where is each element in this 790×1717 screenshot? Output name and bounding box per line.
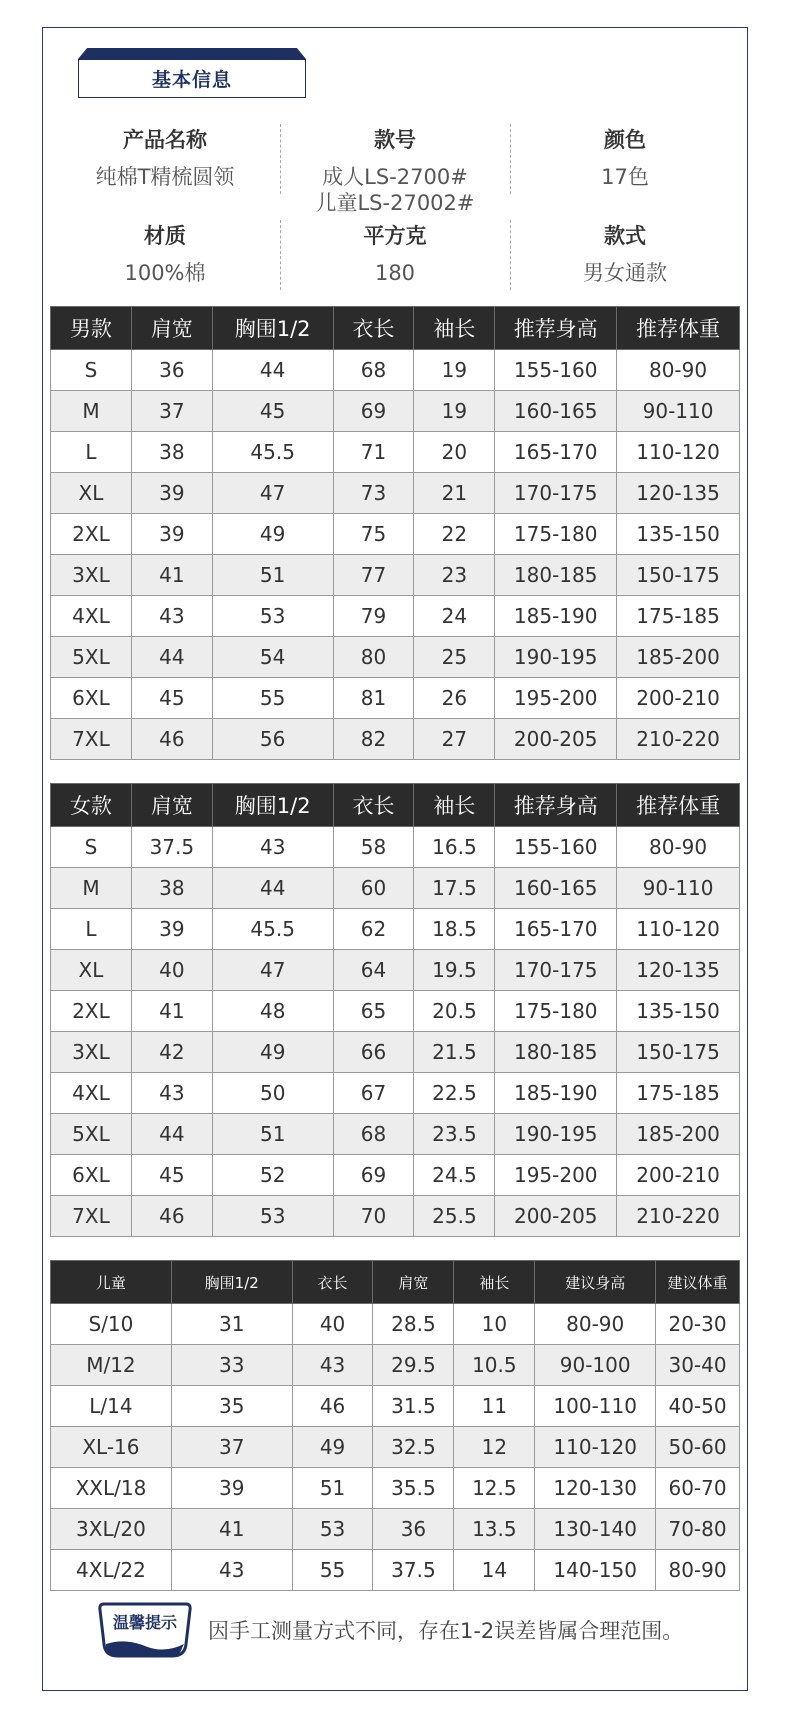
tip-area xyxy=(96,1600,683,1660)
table-cell: 100-110 xyxy=(535,1386,656,1427)
kids-size-table xyxy=(50,1260,740,1591)
table-cell: 110-120 xyxy=(617,432,740,473)
table-cell: 80-90 xyxy=(617,827,740,868)
table-cell: 200-205 xyxy=(495,1196,617,1237)
table-cell: 42 xyxy=(131,1032,212,1073)
column-header: 胸围1/2 xyxy=(212,784,333,827)
table-cell: XL xyxy=(51,473,132,514)
table-cell: 155-160 xyxy=(495,827,617,868)
table-cell: M xyxy=(51,868,132,909)
table-cell: 7XL xyxy=(51,1196,132,1237)
table-row xyxy=(51,1386,740,1427)
table-cell: 12 xyxy=(454,1427,535,1468)
table-cell: 5XL xyxy=(51,637,132,678)
table-row xyxy=(51,1345,740,1386)
info-row xyxy=(50,120,740,216)
info-row xyxy=(50,216,740,306)
table-cell: 36 xyxy=(373,1509,454,1550)
table-row xyxy=(51,637,740,678)
table-cell: 4XL/22 xyxy=(51,1550,172,1591)
table-cell: 80-90 xyxy=(535,1304,656,1345)
table-cell: S/10 xyxy=(51,1304,172,1345)
table-cell: 39 xyxy=(131,909,212,950)
table-cell: 37.5 xyxy=(373,1550,454,1591)
table-cell: 175-185 xyxy=(617,596,740,637)
table-cell: 36 xyxy=(131,350,212,391)
table-row xyxy=(51,1509,740,1550)
table-cell: 14 xyxy=(454,1550,535,1591)
table-row xyxy=(51,1073,740,1114)
table-cell: 3XL xyxy=(51,1032,132,1073)
table-cell: 45 xyxy=(212,391,333,432)
table-cell: L xyxy=(51,432,132,473)
table-cell: 45.5 xyxy=(212,909,333,950)
table-cell: 75 xyxy=(333,514,414,555)
table-row xyxy=(51,432,740,473)
table-cell: 130-140 xyxy=(535,1509,656,1550)
table-cell: 43 xyxy=(131,1073,212,1114)
table-cell: 51 xyxy=(212,1114,333,1155)
table-cell: 39 xyxy=(171,1468,292,1509)
table-cell: 18.5 xyxy=(414,909,495,950)
section-header xyxy=(78,48,306,98)
table-cell: 175-185 xyxy=(617,1073,740,1114)
table-cell: 3XL xyxy=(51,555,132,596)
table-cell: 90-100 xyxy=(535,1345,656,1386)
table-cell: 110-120 xyxy=(535,1427,656,1468)
table-cell: 23.5 xyxy=(414,1114,495,1155)
column-header: 推荐身高 xyxy=(495,307,617,350)
table-cell: 47 xyxy=(212,950,333,991)
info-label: 款号 xyxy=(374,128,416,152)
table-cell: 19 xyxy=(414,350,495,391)
tip-text: 因手工测量方式不同，存在1-2误差皆属合理范围。 xyxy=(208,1619,684,1643)
table-cell: 10.5 xyxy=(454,1345,535,1386)
table-cell: 80-90 xyxy=(617,350,740,391)
column-header: 推荐身高 xyxy=(495,784,617,827)
table-cell: 20-30 xyxy=(656,1304,740,1345)
header-tab-cap xyxy=(78,48,306,59)
table-cell: 53 xyxy=(292,1509,373,1550)
tip-badge xyxy=(96,1600,194,1660)
table-cell: 43 xyxy=(212,827,333,868)
table-cell: 19 xyxy=(414,391,495,432)
table-cell: 80 xyxy=(333,637,414,678)
table-cell: XXL/18 xyxy=(51,1468,172,1509)
table-cell: 82 xyxy=(333,719,414,760)
table-cell: S xyxy=(51,827,132,868)
table-cell: 48 xyxy=(212,991,333,1032)
table-cell: 25.5 xyxy=(414,1196,495,1237)
table-cell: 3XL/20 xyxy=(51,1509,172,1550)
table-cell: 37.5 xyxy=(131,827,212,868)
table-cell: 120-135 xyxy=(617,473,740,514)
table-cell: 180-185 xyxy=(495,1032,617,1073)
table-cell: 40 xyxy=(131,950,212,991)
table-cell: 110-120 xyxy=(617,909,740,950)
table-cell: 79 xyxy=(333,596,414,637)
table-row xyxy=(51,1468,740,1509)
table-cell: 195-200 xyxy=(495,678,617,719)
info-value: 纯棉T精梳圆领 xyxy=(95,165,235,189)
table-cell: 25 xyxy=(414,637,495,678)
table-row xyxy=(51,868,740,909)
table-cell: 50-60 xyxy=(656,1427,740,1468)
table-cell: 69 xyxy=(333,391,414,432)
table-row xyxy=(51,391,740,432)
tip-badge-label: 温馨提示 xyxy=(112,1613,177,1632)
table-row xyxy=(51,555,740,596)
column-header: 衣长 xyxy=(333,307,414,350)
table-cell: 51 xyxy=(292,1468,373,1509)
table-row xyxy=(51,719,740,760)
table-cell: M xyxy=(51,391,132,432)
column-header: 胸围1/2 xyxy=(171,1261,292,1304)
column-header: 肩宽 xyxy=(131,784,212,827)
column-header: 肩宽 xyxy=(131,307,212,350)
table-cell: 150-175 xyxy=(617,555,740,596)
table-cell: 40-50 xyxy=(656,1386,740,1427)
column-header: 胸围1/2 xyxy=(212,307,333,350)
table-cell: 44 xyxy=(212,868,333,909)
table-row xyxy=(51,1114,740,1155)
table-cell: 39 xyxy=(131,514,212,555)
info-label: 材质 xyxy=(144,224,186,248)
table-cell: 120-130 xyxy=(535,1468,656,1509)
table-cell: 52 xyxy=(212,1155,333,1196)
table-cell: 32.5 xyxy=(373,1427,454,1468)
table-cell: 49 xyxy=(212,1032,333,1073)
table-row xyxy=(51,991,740,1032)
table-cell: 53 xyxy=(212,596,333,637)
table-cell: 2XL xyxy=(51,514,132,555)
table-cell: 68 xyxy=(333,1114,414,1155)
table-cell: 50 xyxy=(212,1073,333,1114)
table-cell: 40 xyxy=(292,1304,373,1345)
table-cell: 44 xyxy=(131,1114,212,1155)
table-cell: 43 xyxy=(292,1345,373,1386)
column-header: 衣长 xyxy=(333,784,414,827)
table-row xyxy=(51,473,740,514)
table-cell: XL xyxy=(51,950,132,991)
table-cell: 6XL xyxy=(51,678,132,719)
column-header: 推荐体重 xyxy=(617,307,740,350)
table-cell: 185-200 xyxy=(617,1114,740,1155)
table-cell: 175-180 xyxy=(495,514,617,555)
table-cell: 41 xyxy=(131,991,212,1032)
table-cell: 33 xyxy=(171,1345,292,1386)
table-cell: 210-220 xyxy=(617,1196,740,1237)
table-cell: 160-165 xyxy=(495,391,617,432)
table-cell: 11 xyxy=(454,1386,535,1427)
table-cell: 35 xyxy=(171,1386,292,1427)
column-header: 袖长 xyxy=(414,307,495,350)
table-cell: 90-110 xyxy=(617,391,740,432)
table-cell: 73 xyxy=(333,473,414,514)
table-row xyxy=(51,1304,740,1345)
table-cell: XL-16 xyxy=(51,1427,172,1468)
table-cell: 165-170 xyxy=(495,909,617,950)
table-cell: 170-175 xyxy=(495,473,617,514)
table-cell: 41 xyxy=(171,1509,292,1550)
table-cell: 135-150 xyxy=(617,514,740,555)
table-cell: S xyxy=(51,350,132,391)
table-cell: 140-150 xyxy=(535,1550,656,1591)
info-cell xyxy=(50,120,280,216)
table-cell: 45.5 xyxy=(212,432,333,473)
table-cell: 28.5 xyxy=(373,1304,454,1345)
table-cell: 22 xyxy=(414,514,495,555)
table-cell: 7XL xyxy=(51,719,132,760)
table-cell: 45 xyxy=(131,1155,212,1196)
table-cell: 60-70 xyxy=(656,1468,740,1509)
table-cell: 43 xyxy=(131,596,212,637)
table-cell: 65 xyxy=(333,991,414,1032)
table-cell: 16.5 xyxy=(414,827,495,868)
column-header: 袖长 xyxy=(454,1261,535,1304)
table-cell: 38 xyxy=(131,868,212,909)
table-cell: 53 xyxy=(212,1196,333,1237)
table-cell: 4XL xyxy=(51,1073,132,1114)
info-value: 17色 xyxy=(601,165,649,189)
table-cell: 13.5 xyxy=(454,1509,535,1550)
table-cell: 17.5 xyxy=(414,868,495,909)
table-cell: 46 xyxy=(131,1196,212,1237)
table-cell: 60 xyxy=(333,868,414,909)
table-cell: 180-185 xyxy=(495,555,617,596)
table-cell: 23 xyxy=(414,555,495,596)
table-cell: 45 xyxy=(131,678,212,719)
table-cell: M/12 xyxy=(51,1345,172,1386)
table-cell: 31 xyxy=(171,1304,292,1345)
table-cell: 20.5 xyxy=(414,991,495,1032)
table-cell: 200-210 xyxy=(617,1155,740,1196)
info-label: 颜色 xyxy=(604,128,646,152)
table-cell: 165-170 xyxy=(495,432,617,473)
column-header: 肩宽 xyxy=(373,1261,454,1304)
table-cell: 71 xyxy=(333,432,414,473)
info-value: 180 xyxy=(374,261,416,285)
table-cell: 31.5 xyxy=(373,1386,454,1427)
table-cell: 175-180 xyxy=(495,991,617,1032)
table-cell: 80-90 xyxy=(656,1550,740,1591)
table-cell: L/14 xyxy=(51,1386,172,1427)
table-row xyxy=(51,909,740,950)
table-cell: 27 xyxy=(414,719,495,760)
table-cell: 55 xyxy=(212,678,333,719)
column-header: 推荐体重 xyxy=(617,784,740,827)
column-header: 袖长 xyxy=(414,784,495,827)
product-info xyxy=(50,120,740,306)
table-cell: 200-210 xyxy=(617,678,740,719)
table-cell: 49 xyxy=(212,514,333,555)
table-row xyxy=(51,596,740,637)
table-cell: 190-195 xyxy=(495,1114,617,1155)
table-cell: 49 xyxy=(292,1427,373,1468)
table-cell: 24 xyxy=(414,596,495,637)
table-cell: 70-80 xyxy=(656,1509,740,1550)
table-cell: 6XL xyxy=(51,1155,132,1196)
info-value: 男女通款 xyxy=(583,261,667,285)
table-cell: 30-40 xyxy=(656,1345,740,1386)
info-cell xyxy=(280,120,510,216)
table-cell: 5XL xyxy=(51,1114,132,1155)
table-cell: 26 xyxy=(414,678,495,719)
table-cell: 70 xyxy=(333,1196,414,1237)
table-cell: 66 xyxy=(333,1032,414,1073)
table-cell: 41 xyxy=(131,555,212,596)
table-cell: 46 xyxy=(292,1386,373,1427)
table-cell: 64 xyxy=(333,950,414,991)
table-cell: 29.5 xyxy=(373,1345,454,1386)
column-header: 女款 xyxy=(51,784,132,827)
table-row xyxy=(51,950,740,991)
info-label: 款式 xyxy=(604,224,646,248)
info-value: 100%棉 xyxy=(124,261,206,285)
table-cell: 135-150 xyxy=(617,991,740,1032)
info-label: 平方克 xyxy=(363,224,427,248)
table-row xyxy=(51,1032,740,1073)
table-row xyxy=(51,1427,740,1468)
table-row xyxy=(51,827,740,868)
table-cell: 155-160 xyxy=(495,350,617,391)
table-cell: 170-175 xyxy=(495,950,617,991)
table-cell: 21 xyxy=(414,473,495,514)
info-cell xyxy=(280,216,510,306)
table-cell: 56 xyxy=(212,719,333,760)
table-cell: 190-195 xyxy=(495,637,617,678)
table-cell: 54 xyxy=(212,637,333,678)
column-header: 衣长 xyxy=(292,1261,373,1304)
table-cell: 21.5 xyxy=(414,1032,495,1073)
column-header: 建议体重 xyxy=(656,1261,740,1304)
table-cell: 19.5 xyxy=(414,950,495,991)
table-cell: 77 xyxy=(333,555,414,596)
table-cell: 185-200 xyxy=(617,637,740,678)
table-cell: 24.5 xyxy=(414,1155,495,1196)
table-cell: L xyxy=(51,909,132,950)
women-size-table xyxy=(50,783,740,1237)
table-cell: 44 xyxy=(212,350,333,391)
table-cell: 44 xyxy=(131,637,212,678)
table-cell: 69 xyxy=(333,1155,414,1196)
table-cell: 58 xyxy=(333,827,414,868)
table-cell: 10 xyxy=(454,1304,535,1345)
table-cell: 43 xyxy=(171,1550,292,1591)
table-cell: 47 xyxy=(212,473,333,514)
table-cell: 160-165 xyxy=(495,868,617,909)
table-cell: 37 xyxy=(131,391,212,432)
column-header: 儿童 xyxy=(51,1261,172,1304)
table-row xyxy=(51,350,740,391)
column-header: 建议身高 xyxy=(535,1261,656,1304)
table-cell: 120-135 xyxy=(617,950,740,991)
table-row xyxy=(51,678,740,719)
table-row xyxy=(51,1196,740,1237)
table-cell: 150-175 xyxy=(617,1032,740,1073)
table-cell: 81 xyxy=(333,678,414,719)
info-cell xyxy=(510,120,740,216)
table-cell: 195-200 xyxy=(495,1155,617,1196)
table-row xyxy=(51,1155,740,1196)
info-cell xyxy=(50,216,280,306)
table-cell: 4XL xyxy=(51,596,132,637)
table-row xyxy=(51,514,740,555)
table-cell: 185-190 xyxy=(495,596,617,637)
info-label: 产品名称 xyxy=(123,128,207,152)
table-cell: 90-110 xyxy=(617,868,740,909)
men-size-table xyxy=(50,306,740,760)
table-cell: 210-220 xyxy=(617,719,740,760)
table-cell: 38 xyxy=(131,432,212,473)
column-header: 男款 xyxy=(51,307,132,350)
table-cell: 35.5 xyxy=(373,1468,454,1509)
table-cell: 2XL xyxy=(51,991,132,1032)
table-cell: 68 xyxy=(333,350,414,391)
info-value: 成人LS-2700# 儿童LS-27002# xyxy=(315,165,475,215)
table-cell: 51 xyxy=(212,555,333,596)
table-cell: 185-190 xyxy=(495,1073,617,1114)
table-cell: 62 xyxy=(333,909,414,950)
table-cell: 200-205 xyxy=(495,719,617,760)
table-row xyxy=(51,1550,740,1591)
table-cell: 20 xyxy=(414,432,495,473)
section-title: 基本信息 xyxy=(78,59,306,98)
table-cell: 46 xyxy=(131,719,212,760)
table-cell: 22.5 xyxy=(414,1073,495,1114)
table-cell: 55 xyxy=(292,1550,373,1591)
info-cell xyxy=(510,216,740,306)
table-cell: 39 xyxy=(131,473,212,514)
table-cell: 12.5 xyxy=(454,1468,535,1509)
table-cell: 67 xyxy=(333,1073,414,1114)
table-cell: 37 xyxy=(171,1427,292,1468)
